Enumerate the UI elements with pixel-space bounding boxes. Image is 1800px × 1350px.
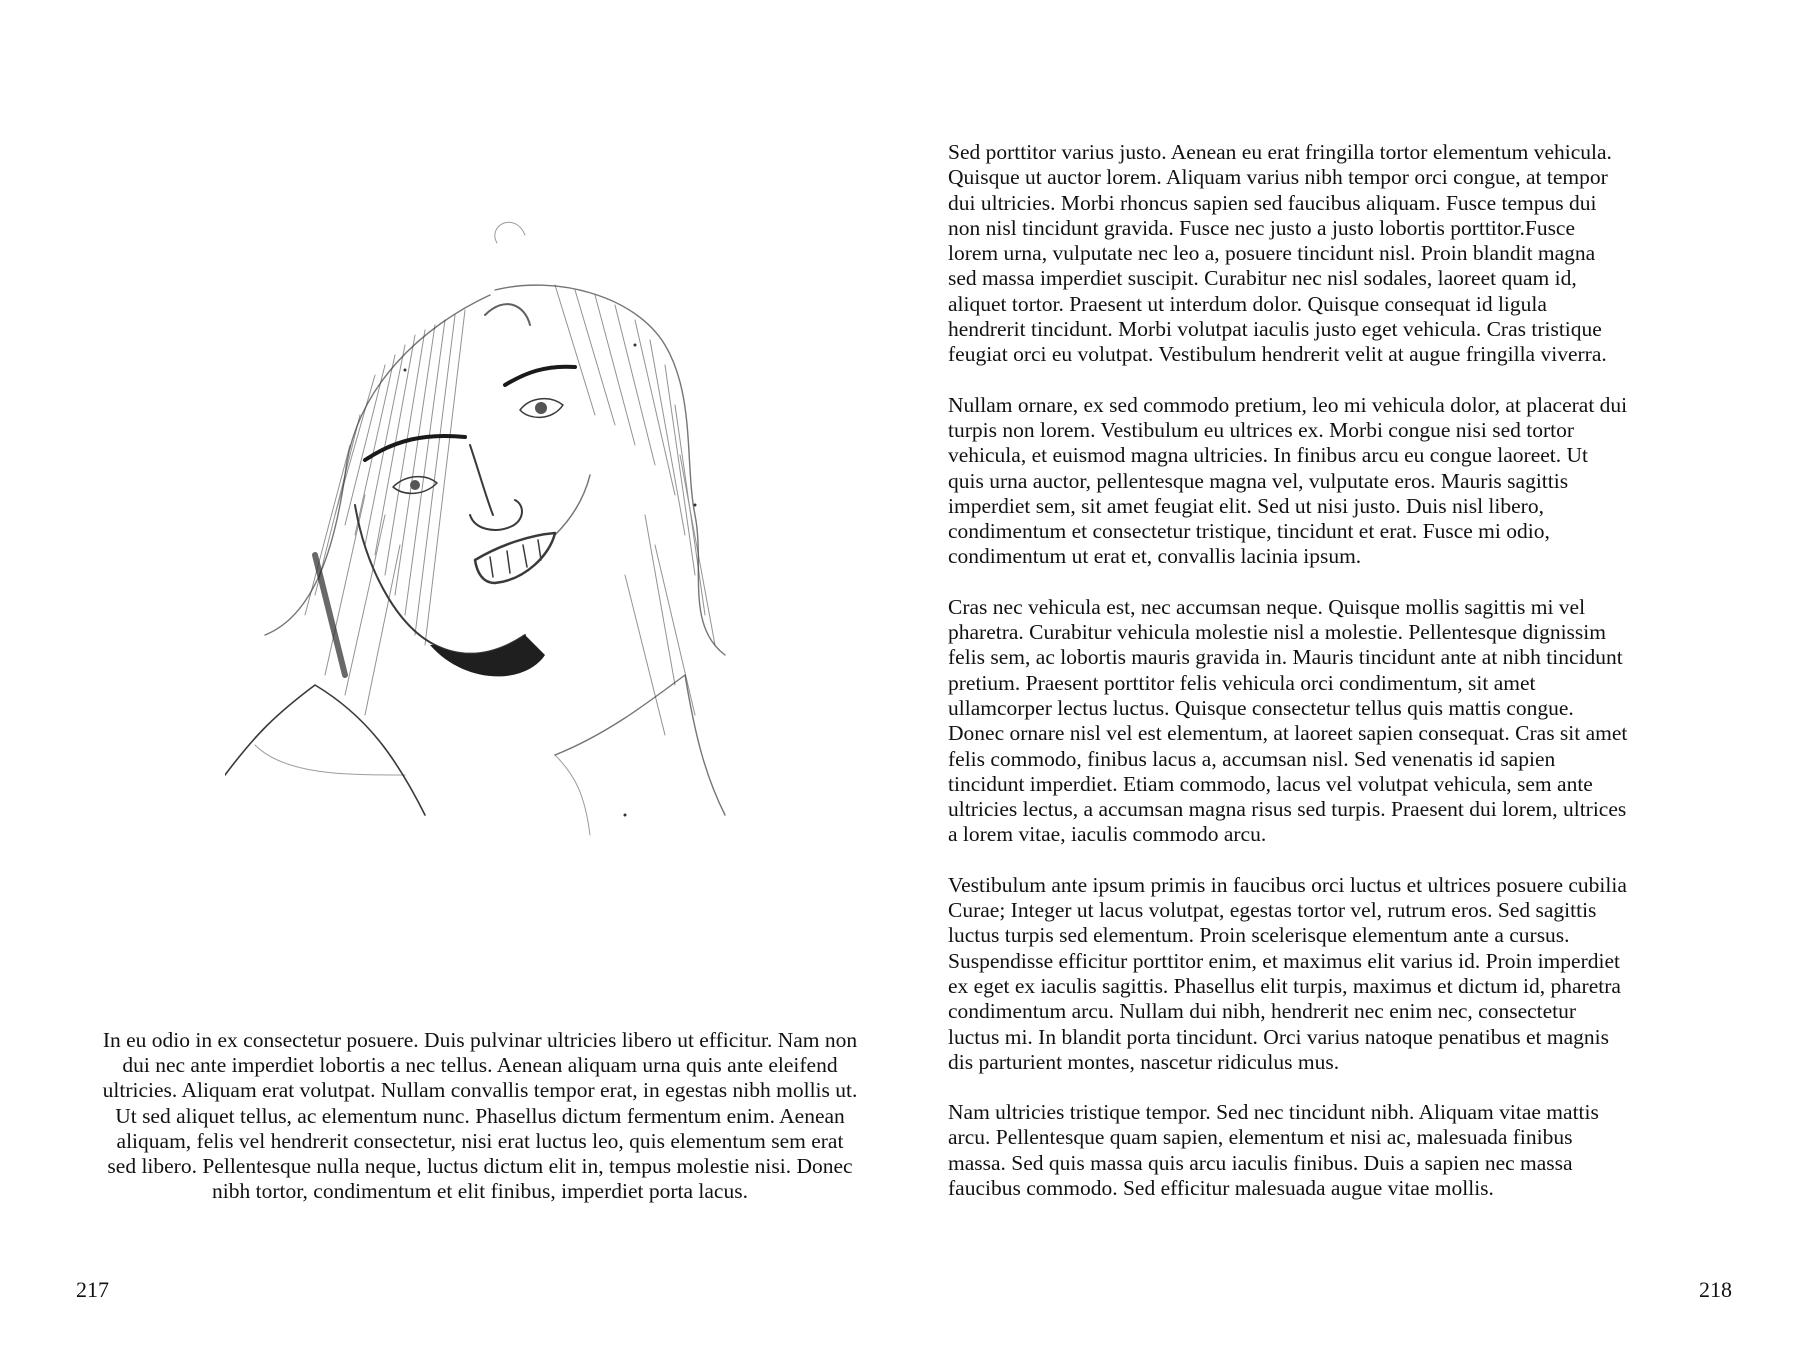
paragraph-2: Nullam ornare, ex sed commodo pretium, leo mi vehicula dolor, at placerat dui turpis non lorem. Vestibulum eu ultrices ex. Morbi congue nisi sed tortor vehicula, et euismod magna ultricies. In finibus arcu eu congue laoreet. Ut quis urna auctor, pellentesque magna vel, vulputate eros. Mauris sagittis imperdiet sem, sit amet feugiat elit. Sed ut nisi justo. Duis nisl libero, condimentum et consectetur tristique, tincidunt et erat. Fusce mi odio, condimentum ut erat et, convallis lacinia ipsum. <box>948 392 1628 569</box>
page-number-right: 218 <box>1699 1277 1732 1302</box>
illustration-caption: In eu odio in ex consectetur posuere. Duis pulvinar ultricies libero ut efficitur. Nam non dui nec ante imperdiet lobortis a nec tellus. Aenean aliquam urna quis ante eleifend ultricies. Aliquam erat volutpat. Nullam convallis tempor erat, in egestas nibh mollis ut. Ut sed aliquet tellus, ac elementum nunc. Phasellus dictum fermentum enim. Aenean aliquam, felis vel hendrerit consectetur, nisi erat luctus leo, quis elementum sem erat sed libero. Pellentesque nulla neque, luctus dictum elit in, tempus molestie nisi. Donec nibh tortor, condimentum et elit finibus, imperdiet porta lacus. <box>102 1028 858 1204</box>
portrait-sketch-illustration <box>225 215 805 1005</box>
pencil-portrait-sketch-icon <box>225 215 805 1005</box>
paragraph-4: Vestibulum ante ipsum primis in faucibus orci luctus et ultrices posuere cubilia Curae; Integer ut lacus volutpat, egestas tortor vel, rutrum eros. Sed sagittis luctus turpis sed elementum. Proin scelerisque elementum ante a cursus. Suspendisse efficitur porttitor enim, et maximus elit varius id. Proin imperdiet ex eget ex iaculis sagittis. Phasellus elit turpis, maximus et dictum id, pharetra condimentum arcu. Nullam dui nibh, hendrerit nec enim nec, consectetur luctus mi. In blandit porta tincidunt. Orci varius natoque penatibus et magnis dis parturient montes, nascetur ridiculus mus. <box>948 872 1627 1074</box>
page-number-left: 217 <box>76 1277 109 1302</box>
body-text <box>948 140 1628 1226</box>
paragraph-1: Sed porttitor varius justo. Aenean eu erat fringilla tortor elementum vehicula. Quisque ut auctor lorem. Aliquam varius nibh tempor orci congue, at tempor dui ultricies. Morbi rhoncus sapien sed faucibus aliquam. Fusce tempus dui non nisl tincidunt gravida. Fusce nec justo a justo lobortis porttitor.Fusce lorem urna, vulputate nec leo a, posuere tincidunt nisl. Proin blandit magna sed massa imperdiet suscipit. Curabitur nec nisl sodales, laoreet quam id, aliquet tortor. Praesent ut interdum dolor. Quisque consequat id ligula hendrerit tincidunt. Morbi volutpat iaculis justo eget vehicula. Cras tristique feugiat orci eu volutpat. Vestibulum hendrerit velit at augue fringilla viverra. <box>948 140 1612 367</box>
paragraph-3: Cras nec vehicula est, nec accumsan neque. Quisque mollis sagittis mi vel pharetra. Curabitur vehicula molestie nisl a molestie. Pellentesque dignissim felis sem, ac lobortis mauris gravida in. Mauris tincidunt ante at nibh tincidunt pretium. Praesent porttitor felis vehicula orci condimentum, sit amet ullamcorper lectus luctus. Quisque consectetur tellus quis mattis congue. Donec ornare nisl vel est elementum, at laoreet sapien consequat. Cras sit amet felis commodo, finibus lacus a, accumsan nisl. Sed venenatis id sapien tincidunt imperdiet. Etiam commodo, lacus vel volutpat vehicula, sem ante ultricies lectus, a accumsan magna risus sed turpis. Praesent dui lorem, ultrices a lorem vitae, iaculis commodo arcu. <box>948 594 1628 847</box>
paragraph-5: Nam ultricies tristique tempor. Sed nec tincidunt nibh. Aliquam vitae mattis arcu. Pellentesque quam sapien, elementum et nisi ac, malesuada finibus massa. Sed quis massa quis arcu iaculis finibus. Duis a sapien nec massa faucibus commodo. Sed efficitur malesuada augue vitae mollis. <box>948 1100 1599 1200</box>
right-page <box>900 0 1800 1350</box>
